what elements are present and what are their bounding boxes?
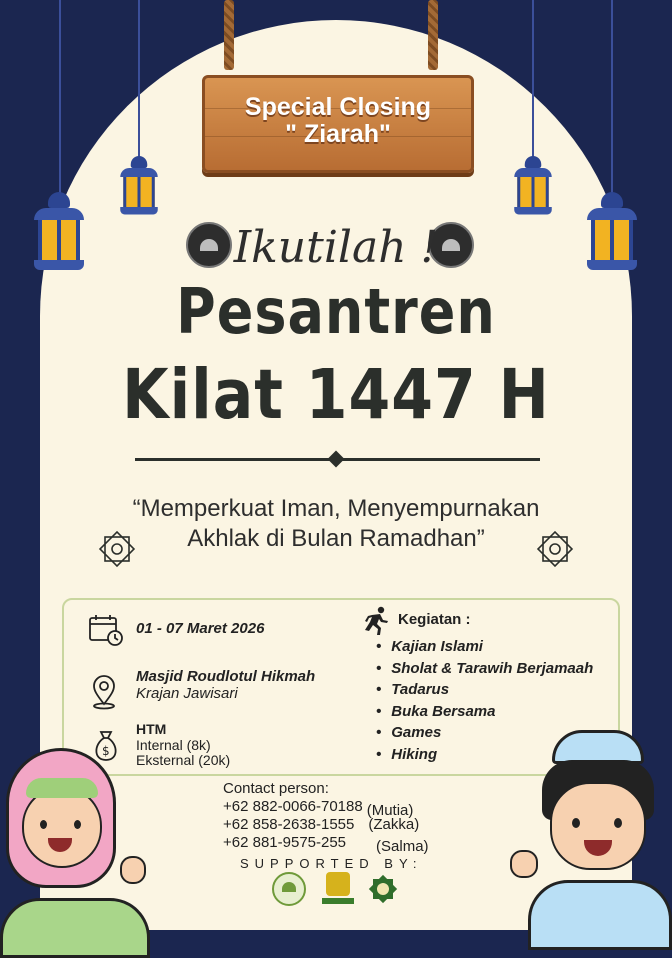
tagline-line-2: Akhlak di Bulan Ramadhan”	[187, 525, 485, 552]
contact-name: (Mutia)	[366, 802, 414, 819]
lantern-string	[138, 0, 140, 160]
list-item: • Kajian Islami	[376, 636, 593, 658]
calendar-icon	[88, 614, 124, 646]
event-date: 01 - 07 Maret 2026	[136, 620, 265, 637]
list-item: • Tadarus	[376, 679, 593, 701]
running-person-icon	[362, 606, 390, 636]
title-line-1: Pesantren	[176, 275, 496, 348]
htm-external: Eksternal (20k)	[136, 752, 231, 768]
list-item: • Hiking	[376, 744, 593, 766]
sign-rope	[428, 0, 438, 70]
contact-phone: +62 882-0066-70188	[223, 798, 363, 815]
lantern-icon	[514, 156, 552, 215]
sign-line-2: " Ziarah"	[285, 120, 391, 148]
activities-label: Kegiatan :	[398, 611, 471, 628]
sign-title	[205, 94, 471, 148]
wooden-sign	[202, 75, 474, 173]
lantern-string	[611, 0, 613, 200]
svg-text:$: $	[102, 744, 110, 758]
tagline	[80, 494, 592, 554]
sign-line-1: Special Closing	[244, 93, 432, 121]
contact-phone: +62 858-2638-1555	[223, 816, 355, 833]
venue-name: Masjid Roudlotul Hikmah	[136, 668, 316, 685]
location-pin-icon	[90, 674, 118, 710]
invite-heading: Ikutilah !	[233, 222, 439, 273]
lantern-icon	[120, 156, 158, 215]
supported-by-label: SUPPORTED BY:	[240, 856, 423, 871]
htm-label: HTM	[136, 721, 167, 737]
list-item: • Buka Bersama	[376, 701, 593, 723]
contact-name: (Salma)	[376, 838, 429, 855]
sponsor-logo	[366, 872, 400, 906]
sponsor-logo	[272, 872, 306, 906]
contact-phone: +62 881-9575-255	[223, 834, 347, 851]
contact-block	[223, 780, 429, 855]
list-item: • Sholat & Tarawih Berjamaah	[376, 658, 593, 680]
sponsor-logo	[322, 872, 354, 906]
girl-character	[0, 748, 160, 950]
islamic-star-ornament-icon	[95, 527, 139, 571]
venue-area: Krajan Jawisari	[136, 685, 238, 702]
tagline-line-1: “Memperkuat Iman, Menyempurnakan	[132, 495, 540, 522]
contact-label: Contact person:	[223, 780, 329, 797]
sign-rope	[224, 0, 234, 70]
boy-character	[510, 730, 672, 950]
title-line-2: Kilat 1447 H	[122, 354, 550, 436]
contact-name: (Zakka)	[368, 816, 420, 833]
lantern-string	[59, 0, 61, 200]
list-item: • Games	[376, 722, 593, 744]
lantern-string	[532, 0, 534, 160]
htm-internal: Internal (8k)	[136, 737, 211, 753]
islamic-star-ornament-icon	[533, 527, 577, 571]
